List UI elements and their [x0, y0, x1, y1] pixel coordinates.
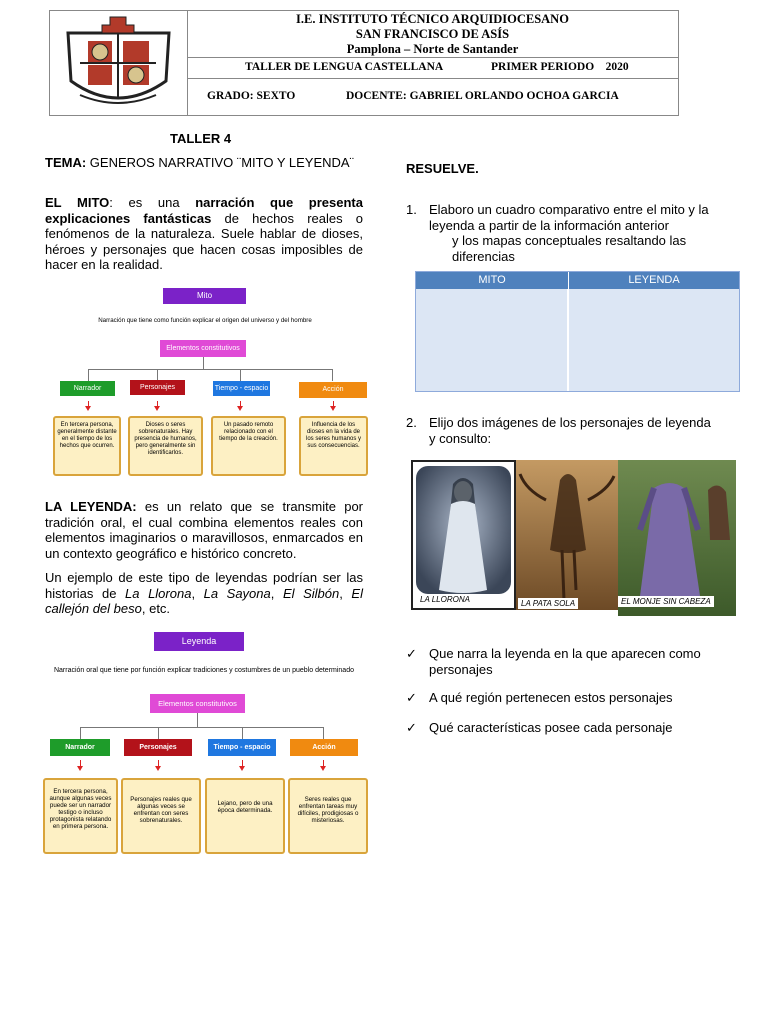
ejemplo-sep-1: ,: [191, 585, 204, 601]
check-item-2: A qué región pertenecen estos personajes: [429, 690, 673, 705]
llorona-image: [411, 460, 516, 610]
arrow-down-icon: [77, 766, 83, 771]
mito-label: EL MITO: [45, 195, 110, 210]
grade-row: [187, 78, 678, 115]
check-icon: ✓: [406, 690, 417, 705]
mito-text-1: : es una: [109, 195, 196, 210]
ejemplo-text-1: Un ejemplo de este tipo de leyendas podrían ser las historias de: [45, 570, 363, 601]
arrow-down-icon: [237, 406, 243, 411]
school-crest-icon: [50, 11, 187, 115]
arrow-down-icon: [239, 766, 245, 771]
map-leyenda-card-tiempo: Lejano, pero de una época determinada.: [205, 778, 285, 854]
map-mito-cat-narrador: Narrador: [60, 381, 115, 396]
item1-text: Elaboro un cuadro comparativo entre el mito y la leyenda a partir de la información anterior: [429, 202, 709, 233]
ejemplo-llorona: La Llorona: [125, 585, 192, 601]
map-mito-definition: Narración que tiene como función explicar el origen del universo y del hombre: [98, 317, 312, 324]
map-leyenda-cat-personajes: Personajes: [124, 739, 192, 756]
map-leyenda-title: Leyenda: [154, 632, 244, 651]
map-mito-title: Mito: [163, 288, 246, 304]
leyenda-definition: [45, 499, 363, 561]
workshop-name: TALLER DE LENGUA CASTELLANA: [245, 61, 444, 73]
school-name: SAN FRANCISCO DE ASÍS: [355, 27, 510, 41]
comparison-table: [415, 271, 740, 392]
ejemplo-silbon: El Silbón: [282, 585, 340, 601]
ejemplo-sep-2: ,: [270, 585, 283, 601]
table-header-leyenda: LEYENDA: [569, 272, 739, 289]
arrow-down-icon: [330, 406, 336, 411]
map-mito-card-accion: Influencia de los dioses en la vida de los seres humanos y sus consecuencias.: [299, 416, 368, 476]
institution-title: [187, 11, 678, 58]
item1-continued: y los mapas conceptuales resaltando las diferencias: [452, 233, 687, 264]
map-mito-card-narrador: En tercera persona, generalmente distante en el tiempo de los hechos que ocurren.: [53, 416, 121, 476]
arrow-down-icon: [320, 766, 326, 771]
map-mito-cat-personajes: Personajes: [130, 380, 185, 395]
monje-sin-cabeza-image: [618, 460, 736, 616]
check-item-1: Que narra la leyenda en la que aparecen como personajes: [429, 646, 701, 677]
tema-text: GENEROS NARRATIVO ¨MITO Y LEYENDA¨: [86, 155, 354, 170]
map-leyenda-cat-narrador: Narrador: [50, 739, 110, 756]
item2-text: Elijo dos imágenes de los personajes de leyenda y consulto:: [429, 415, 711, 446]
period: PRIMER PERIODO 2020: [491, 61, 629, 73]
header-table: [49, 10, 679, 116]
grade: GRADO: SEXTO: [207, 90, 296, 102]
caption-pata-sola: LA PATA SOLA: [518, 598, 578, 609]
map-leyenda-cat-accion: Acción: [290, 739, 358, 756]
leyenda-label: LA LEYENDA:: [45, 499, 137, 514]
map-leyenda-card-personajes: Personajes reales que algunas veces se enfrentan con seres sobrenaturales.: [121, 778, 201, 854]
tema-label: TEMA:: [45, 155, 87, 170]
workshop-row: [187, 56, 678, 79]
check-icon: ✓: [406, 646, 417, 661]
taller-title: TALLER 4: [170, 131, 232, 146]
leyenda-text: es un relato que se transmite por tradición oral, el cual combina elementos reales con elementos imaginarios o maravillosos, enmarcados en un contexto geográfico e histórico concreto.: [45, 499, 363, 561]
item1-number: 1.: [406, 202, 417, 217]
institution-name: I.E. INSTITUTO TÉCNICO ARQUIDIOCESANO: [296, 12, 569, 26]
item2-number: 2.: [406, 415, 417, 430]
map-mito-elements: Elementos constitutivos: [160, 340, 246, 357]
caption-monje: EL MONJE SIN CABEZA: [618, 596, 714, 607]
arrow-down-icon: [155, 766, 161, 771]
check-item-3: Qué características posee cada personaje: [429, 720, 673, 735]
teacher: DOCENTE: GABRIEL ORLANDO OCHOA GARCIA: [346, 90, 619, 102]
caption-llorona: LA LLORONA: [417, 594, 473, 605]
arrow-down-icon: [85, 406, 91, 411]
table-cell-mito[interactable]: [416, 289, 567, 391]
map-leyenda-elements: Elementos constitutivos: [150, 694, 245, 713]
ejemplo-text-end: , etc.: [141, 601, 171, 616]
map-mito-card-tiempo: Un pasado remoto relacionado con el tiempo de la creación.: [211, 416, 286, 476]
location: Pamplona – Norte de Santander: [346, 42, 519, 56]
tema: [45, 155, 363, 171]
map-mito-card-personajes: Dioses o seres sobrenaturales. Hay presencia de humanos, pero generalmente sin identificarlos.: [128, 416, 203, 476]
map-leyenda-definition: Narración oral que tiene por función explicar tradiciones y costumbres de un pueblo determinado: [53, 667, 354, 674]
arrow-down-icon: [154, 406, 160, 411]
map-leyenda-cat-tiempo: Tiempo - espacio: [208, 739, 276, 756]
map-leyenda-card-narrador: En tercera persona, aunque algunas veces puede ser un narrador testigo o incluso protagonista relatando en primera persona.: [43, 778, 118, 854]
mito-definition: [45, 195, 363, 273]
resuelve-title: RESUELVE.: [406, 161, 479, 176]
check-icon: ✓: [406, 720, 417, 735]
pata-sola-image: [516, 460, 618, 610]
ejemplo-sayona: La Sayona: [203, 585, 271, 601]
map-mito-cat-accion: Acción: [299, 382, 367, 398]
logo-cell: [50, 11, 188, 115]
ejemplo-callejon: El callejón del beso: [45, 585, 363, 616]
map-mito-cat-tiempo: Tiempo - espacio: [213, 381, 270, 396]
table-cell-leyenda[interactable]: [569, 289, 739, 391]
mito-text-2: de hechos reales o fenómenos de la naturaleza. Suele hablar de dioses, héroes y personajes que hacen cosas imposibles de hacer en la realidad.: [45, 210, 363, 272]
mito-text-bold: narración que presenta explicaciones fantásticas: [45, 195, 363, 226]
table-header-mito: MITO: [416, 272, 568, 289]
map-leyenda-card-accion: Seres reales que enfrentan tareas muy difíciles, prodigiosas o misteriosas.: [288, 778, 368, 854]
ejemplo-sep-3: ,: [339, 585, 352, 601]
ejemplo-paragraph: [45, 570, 363, 617]
